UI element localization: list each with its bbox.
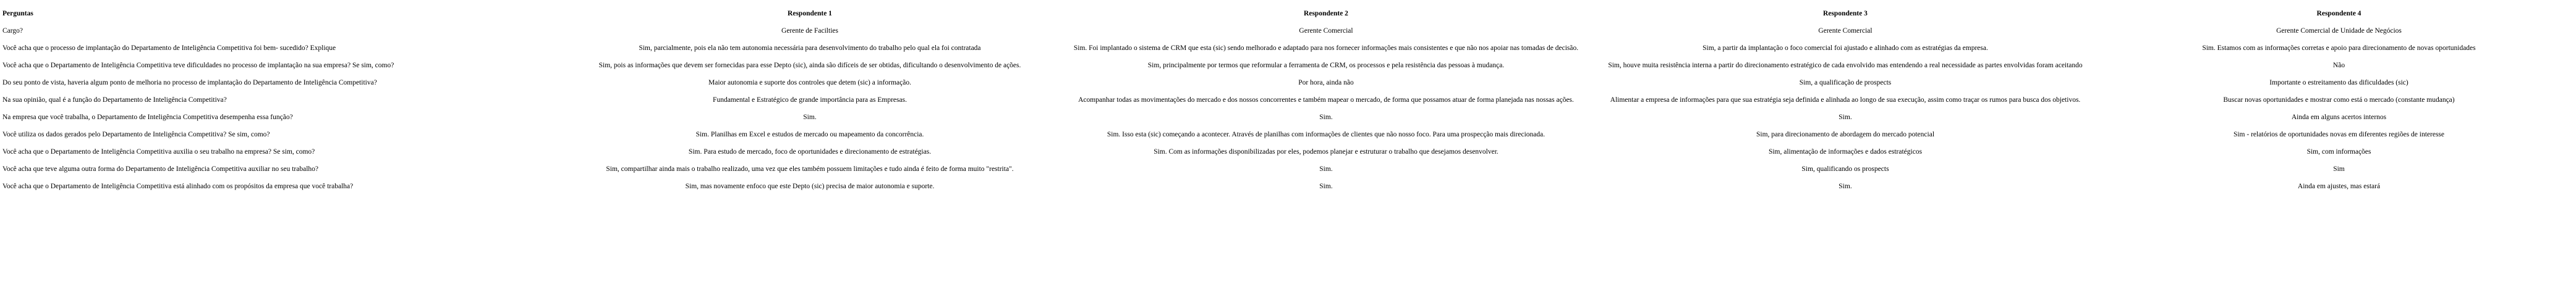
header-row bbox=[0, 5, 2576, 22]
header-respondente-4: Respondente 4 bbox=[2316, 10, 2361, 17]
table-row bbox=[0, 178, 2576, 195]
question-cell: Você acha que o processo de implantação do Departamento de Inteligência Competitiva foi bem- sucedido? Explique bbox=[2, 44, 336, 52]
answer-cell: Sim, a partir da implantação o foco comercial foi ajustado e alinhado com as estratégias da empresa. bbox=[1702, 44, 1988, 52]
table-row bbox=[0, 22, 2576, 40]
answer-cell: Acompanhar todas as movimentações do mercado e dos nossos concorrentes e também mapear o mercado, de forma que possamos atuar de forma planejada nas nossas ações. bbox=[1078, 96, 1574, 104]
answer-cell: Sim bbox=[2333, 165, 2345, 173]
answer-cell: Sim. Planilhas em Excel e estudos de mercado ou mapeamento da concorrência. bbox=[695, 131, 924, 138]
answer-cell: Sim. bbox=[1838, 114, 1852, 121]
header-respondente-1: Respondente 1 bbox=[788, 10, 832, 17]
answer-cell: Sim, compartilhar ainda mais o trabalho realizado, uma vez que eles também possuem limitações e tudo ainda é feito de forma muito "restrita". bbox=[606, 165, 1014, 173]
table-row bbox=[0, 40, 2576, 57]
answer-cell: Sim. Com as informações disponibilizadas por eles, podemos planejar e estruturar o trabalho que desejamos desenvolver. bbox=[1154, 148, 1498, 156]
answer-cell: Não bbox=[2332, 62, 2345, 69]
answer-cell: Sim. bbox=[1838, 183, 1852, 190]
answer-cell: Sim, mas novamente enfoco que este Depto (sic) precisa de maior autonomia e suporte. bbox=[685, 183, 935, 190]
table-row bbox=[0, 143, 2576, 160]
answer-cell: Sim, alimentação de informações e dados estratégicos bbox=[1768, 148, 1923, 156]
header-respondente-3: Respondente 3 bbox=[1823, 10, 1868, 17]
answer-cell: Gerente Comercial bbox=[1818, 27, 1872, 35]
header-respondente-2: Respondente 2 bbox=[1304, 10, 1348, 17]
answer-cell: Ainda em ajustes, mas estará bbox=[2297, 183, 2381, 190]
answer-cell: Fundamental e Estratégico de grande importância para as Empresas. bbox=[713, 96, 907, 104]
header-perguntas: Perguntas bbox=[2, 10, 33, 17]
answer-cell: Sim, principalmente por termos que reformular a ferramenta de CRM, os processos e pela resistência das pessoas à mudança. bbox=[1147, 62, 1505, 69]
answer-cell: Sim, qualificando os prospects bbox=[1801, 165, 1889, 173]
answer-cell: Sim. Para estudo de mercado, foco de oportunidades e direcionamento de estratégias. bbox=[688, 148, 932, 156]
question-cell: Cargo? bbox=[2, 27, 23, 35]
answer-cell: Buscar novas oportunidades e mostrar como está o mercado (constante mudança) bbox=[2223, 96, 2455, 104]
answer-cell: Sim, para direcionamento de abordagem do mercado potencial bbox=[1756, 131, 1935, 138]
table-row bbox=[0, 160, 2576, 178]
answer-cell: Sim. Estamos com as informações corretas e apoio para direcionamento de novas oportunidades bbox=[2202, 44, 2476, 52]
answer-cell: Sim, houve muita resistência interna a partir do direcionamento estratégico de cada envolvido mas entendendo a real necessidade as partes envolvidas foram aceitando bbox=[1608, 62, 2083, 69]
answer-cell: Sim, com informações bbox=[2306, 148, 2371, 156]
question-cell: Do seu ponto de vista, haveria algum ponto de melhoria no processo de implantação do Departamento de Inteligência Competitiva? bbox=[2, 79, 377, 86]
answer-cell: Sim. Foi implantado o sistema de CRM que esta (sic) sendo melhorado e adaptado para nos fornecer informações mais consistentes e que não nos apoiar nas tomadas de decisão. bbox=[1073, 44, 1579, 52]
answer-cell: Importante o estreitamento das dificuldades (sic) bbox=[2269, 79, 2408, 86]
table-row bbox=[0, 57, 2576, 74]
answer-cell: Sim. bbox=[1319, 114, 1333, 121]
question-cell: Você acha que o Departamento de Inteligência Competitiva auxilia o seu trabalho na empresa? Se sim, como? bbox=[2, 148, 315, 156]
question-cell: Na sua opinião, qual é a função do Departamento de Inteligência Competitiva? bbox=[2, 96, 227, 104]
question-cell: Você acha que o Departamento de Inteligência Competitiva teve dificuldades no processo de implantação na sua empresa? Se sim, como? bbox=[2, 62, 394, 69]
answer-cell: Ainda em alguns acertos internos bbox=[2291, 114, 2387, 121]
answer-cell: Por hora, ainda não bbox=[1298, 79, 1354, 86]
table-row bbox=[0, 126, 2576, 143]
question-cell: Você acha que teve alguma outra forma do Departamento de Inteligência Competitiva auxiliar no seu trabalho? bbox=[2, 165, 319, 173]
answer-cell: Sim, a qualificação de prospects bbox=[1799, 79, 1892, 86]
answer-cell: Gerente Comercial bbox=[1299, 27, 1353, 35]
answer-cell: Sim. Isso esta (sic) começando a acontecer. Através de planilhas com informações de clientes que não nosso foco. Para uma prospecção mais direcionada. bbox=[1107, 131, 1545, 138]
survey-table bbox=[0, 5, 2576, 195]
question-cell: Na empresa que você trabalha, o Departamento de Inteligência Competitiva desempenha essa função? bbox=[2, 114, 293, 121]
answer-cell: Sim. bbox=[803, 114, 817, 121]
answer-cell: Sim - relatórios de oportunidades novas em diferentes regiões de interesse bbox=[2233, 131, 2445, 138]
table-row bbox=[0, 91, 2576, 109]
answer-cell: Gerente de Facilties bbox=[781, 27, 838, 35]
table-row bbox=[0, 74, 2576, 91]
answer-cell: Sim, pois as informações que devem ser fornecidas para esse Depto (sic), ainda são difíceis de ser obtidas, dificultando o desenvolvimento de ações. bbox=[598, 62, 1021, 69]
answer-cell: Maior autonomia e suporte dos controles que detem (sic) a informação. bbox=[708, 79, 911, 86]
answer-cell: Gerente Comercial de Unidade de Negócios bbox=[2276, 27, 2402, 35]
question-cell: Você utiliza os dados gerados pelo Departamento de Inteligência Competitiva? Se sim, como? bbox=[2, 131, 270, 138]
answer-cell: Sim. bbox=[1319, 183, 1333, 190]
answer-cell: Sim. bbox=[1319, 165, 1333, 173]
question-cell: Você acha que o Departamento de Inteligência Competitiva está alinhado com os propósitos da empresa que você trabalha? bbox=[2, 183, 354, 190]
answer-cell: Sim, parcialmente, pois ela não tem autonomia necessária para desenvolvimento do trabalho pelo qual ela foi contratada bbox=[639, 44, 981, 52]
table-row bbox=[0, 109, 2576, 126]
answer-cell: Alimentar a empresa de informações para que sua estratégia seja definida e alinhada ao longo de sua execução, assim como traçar os rumos para busca dos objetivos. bbox=[1610, 96, 2081, 104]
